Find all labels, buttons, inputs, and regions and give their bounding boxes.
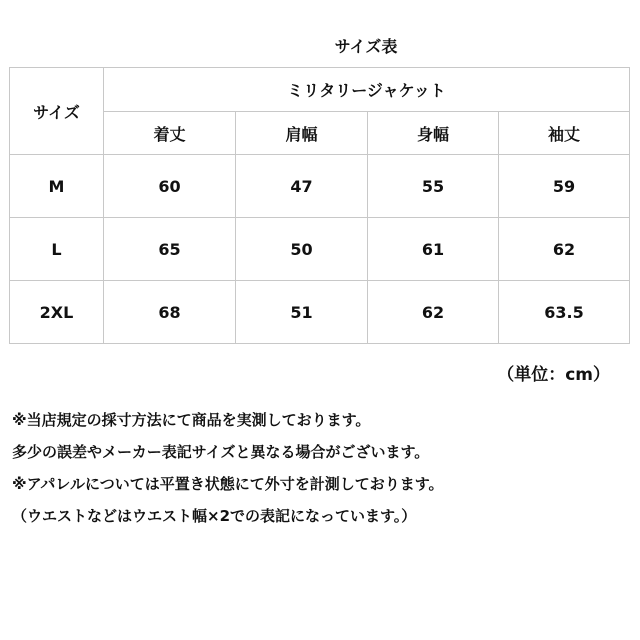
- table-row: [10, 155, 630, 218]
- size-table: [9, 67, 630, 344]
- table-row: [10, 218, 630, 281]
- note-line: ※当店規定の採寸方法にて商品を実測しております。: [12, 411, 371, 429]
- table-cell: 50: [236, 218, 368, 281]
- row-size-label: M: [10, 155, 104, 218]
- table-cell: 51: [236, 281, 368, 344]
- table-cell: 60: [104, 155, 236, 218]
- column-header-chest: 身幅: [368, 112, 499, 155]
- note-line: （ウエストなどはウエスト幅×2での表記になっています。）: [12, 507, 417, 525]
- notes-block: [12, 404, 632, 532]
- table-cell: 62: [499, 218, 630, 281]
- column-header-length: 着丈: [104, 112, 236, 155]
- table-row: [10, 281, 630, 344]
- table-header-row: [10, 68, 630, 112]
- table-cell: 65: [104, 218, 236, 281]
- unit-label: （単位：cm）: [497, 365, 610, 385]
- row-size-label: L: [10, 218, 104, 281]
- product-group-header: ミリタリージャケット: [104, 68, 630, 112]
- table-cell: 47: [236, 155, 368, 218]
- row-size-label: 2XL: [10, 281, 104, 344]
- table-cell: 55: [368, 155, 499, 218]
- table-cell: 62: [368, 281, 499, 344]
- table-cell: 61: [368, 218, 499, 281]
- table-cell: 59: [499, 155, 630, 218]
- table-cell: 68: [104, 281, 236, 344]
- note-line: ※アパレルについては平置き状態にて外寸を計測しております。: [12, 475, 444, 493]
- page-title: サイズ表: [334, 37, 398, 56]
- note-line: 多少の誤差やメーカー表記サイズと異なる場合がございます。: [12, 443, 430, 461]
- column-header-shoulder: 肩幅: [236, 112, 368, 155]
- column-header-sleeve: 袖丈: [499, 112, 630, 155]
- size-corner-header: サイズ: [10, 68, 104, 155]
- table-cell: 63.5: [499, 281, 630, 344]
